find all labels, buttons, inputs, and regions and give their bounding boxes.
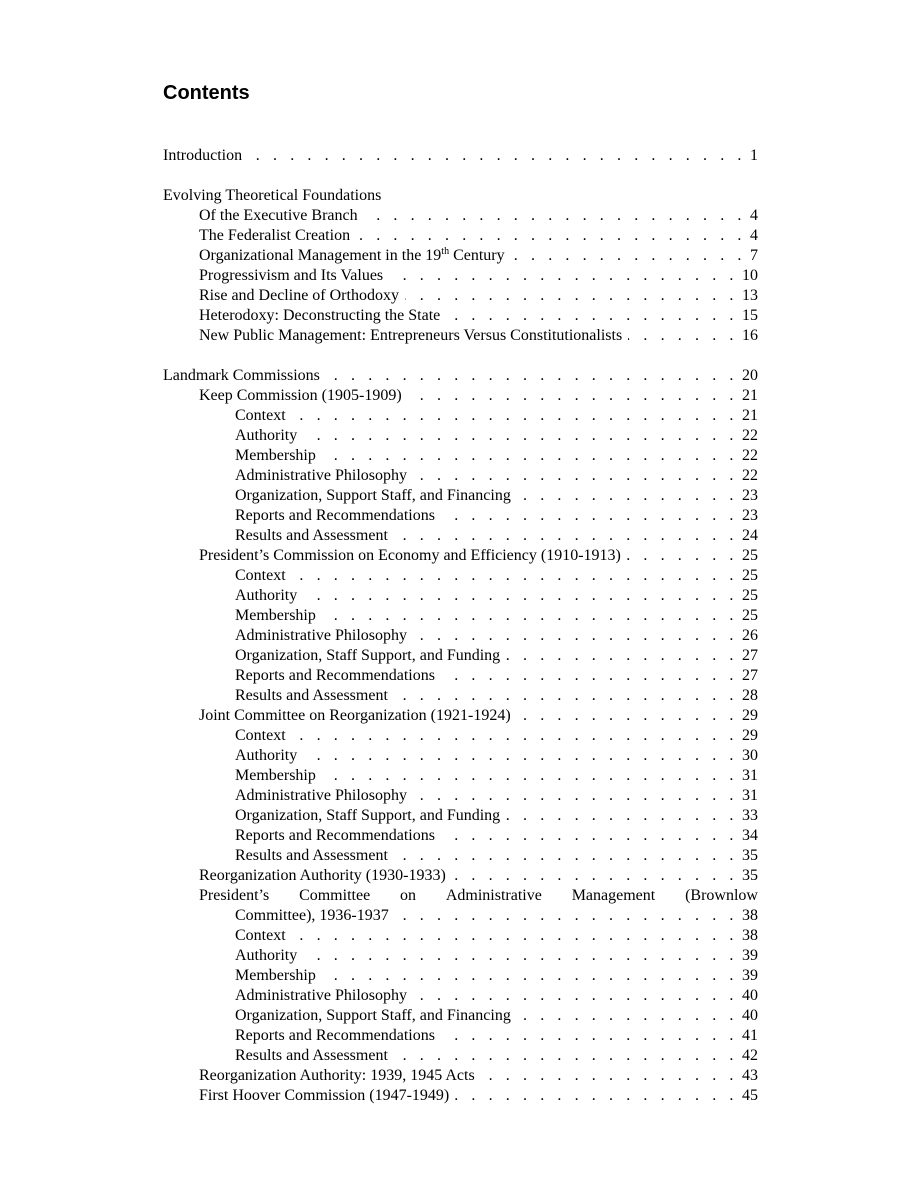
- dot-leader: [394, 686, 738, 706]
- table-of-contents: [163, 146, 758, 1106]
- toc-entry-brownlow-committee[interactable]: President’s Committee on Administrative Management (Brownlow: [199, 887, 758, 904]
- toc-entry[interactable]: Membership . . . 22: [163, 446, 758, 466]
- toc-entry-introduction[interactable]: Introduction . . . 1: [163, 146, 758, 166]
- toc-entry[interactable]: Administrative Philosophy . . . 22: [163, 466, 758, 486]
- dot-leader: [303, 946, 738, 966]
- dot-leader: [441, 826, 738, 846]
- dot-leader: [292, 406, 738, 426]
- dot-leader: [628, 326, 738, 346]
- toc-entry-reorganization-1930[interactable]: Reorganization Authority (1930-1933) . . . 35: [163, 866, 758, 886]
- page-title: Contents: [163, 82, 250, 104]
- toc-entry[interactable]: Reports and Recommendations . . . 23: [163, 506, 758, 526]
- toc-entry[interactable]: Organization, Support Staff, and Financing . . . 23: [163, 486, 758, 506]
- toc-entry[interactable]: The Federalist Creation . . . 4: [163, 226, 758, 246]
- toc-entry[interactable]: Reports and Recommendations . . . 41: [163, 1026, 758, 1046]
- toc-entry[interactable]: Membership . . . 25: [163, 606, 758, 626]
- toc-entry[interactable]: Organization, Support Staff, and Financing . . . 40: [163, 1006, 758, 1026]
- toc-entry[interactable]: Heterodoxy: Deconstructing the State . . . 15: [163, 306, 758, 326]
- dot-leader: [322, 966, 738, 986]
- dot-leader: [441, 506, 738, 526]
- toc-entry-first-hoover-commission[interactable]: First Hoover Commission (1947-1949) . . . 45: [163, 1086, 758, 1106]
- dot-leader: [413, 986, 738, 1006]
- dot-leader: [292, 926, 738, 946]
- dot-leader: [303, 586, 738, 606]
- page-number: 1: [750, 147, 758, 164]
- toc-entry-keep-commission[interactable]: Keep Commission (1905-1909) . . . 21: [163, 386, 758, 406]
- dot-leader: [322, 766, 738, 786]
- toc-entry[interactable]: Administrative Philosophy . . . 26: [163, 626, 758, 646]
- toc-entry[interactable]: Reports and Recommendations . . . 34: [163, 826, 758, 846]
- toc-entry[interactable]: Of the Executive Branch . . . 4: [163, 206, 758, 226]
- dot-leader: [364, 206, 746, 226]
- toc-entry[interactable]: Authority . . . 22: [163, 426, 758, 446]
- toc-entry[interactable]: Results and Assessment . . . 28: [163, 686, 758, 706]
- toc-entry[interactable]: Organization, Staff Support, and Funding . . . 27: [163, 646, 758, 666]
- toc-entry[interactable]: Rise and Decline of Orthodoxy . . . 13: [163, 286, 758, 306]
- dot-leader: [394, 1046, 738, 1066]
- dot-leader: [511, 246, 746, 266]
- dot-leader: [394, 846, 738, 866]
- dot-leader: [394, 526, 738, 546]
- toc-entry-landmark-commissions[interactable]: Landmark Commissions . . . 20: [163, 366, 758, 386]
- toc-entry[interactable]: Reports and Recommendations . . . 27: [163, 666, 758, 686]
- toc-entry[interactable]: Membership . . . 39: [163, 966, 758, 986]
- toc-entry[interactable]: Context . . . 38: [163, 926, 758, 946]
- dot-leader: [446, 306, 738, 326]
- dot-leader: [455, 1086, 738, 1106]
- toc-entry-reorganization-1939[interactable]: Reorganization Authority: 1939, 1945 Acts . . . 43: [163, 1066, 758, 1086]
- toc-entry[interactable]: Membership . . . 31: [163, 766, 758, 786]
- toc-entry[interactable]: Results and Assessment . . . 24: [163, 526, 758, 546]
- toc-entry[interactable]: Context . . . 21: [163, 406, 758, 426]
- dot-leader: [389, 266, 738, 286]
- dot-leader: [356, 226, 746, 246]
- dot-leader: [322, 446, 738, 466]
- dot-leader: [292, 726, 738, 746]
- toc-entry[interactable]: Context . . . 29: [163, 726, 758, 746]
- dot-leader: [395, 906, 738, 926]
- dot-leader: [303, 426, 738, 446]
- toc-entry[interactable]: Organization, Staff Support, and Funding . . . 33: [163, 806, 758, 826]
- dot-leader: [517, 1006, 738, 1026]
- toc-entry[interactable]: Authority . . . 30: [163, 746, 758, 766]
- dot-leader: [292, 566, 738, 586]
- toc-entry[interactable]: Progressivism and Its Values . . . 10: [163, 266, 758, 286]
- dot-leader: [413, 466, 738, 486]
- dot-leader: [517, 486, 738, 506]
- dot-leader: [405, 286, 738, 306]
- dot-leader: [627, 546, 738, 566]
- dot-leader: [506, 806, 738, 826]
- toc-entry-evolving-foundations[interactable]: Evolving Theoretical Foundations: [163, 187, 382, 204]
- toc-entry-presidents-commission[interactable]: President’s Commission on Economy and Efficiency (1910-1913) . . . 25: [163, 546, 758, 566]
- toc-entry[interactable]: Context . . . 25: [163, 566, 758, 586]
- dot-leader: [441, 666, 738, 686]
- dot-leader: [303, 746, 738, 766]
- dot-leader: [517, 706, 738, 726]
- toc-entry[interactable]: Authority . . . 39: [163, 946, 758, 966]
- toc-entry[interactable]: Organizational Management in the 19th Century . . . 7: [163, 246, 758, 266]
- toc-entry[interactable]: Administrative Philosophy . . . 40: [163, 986, 758, 1006]
- toc-entry[interactable]: Results and Assessment . . . 42: [163, 1046, 758, 1066]
- toc-entry-joint-committee[interactable]: Joint Committee on Reorganization (1921-1924) . . . 29: [163, 706, 758, 726]
- toc-entry[interactable]: Results and Assessment . . . 35: [163, 846, 758, 866]
- dot-leader: [506, 646, 738, 666]
- dot-leader: [413, 626, 738, 646]
- dot-leader: [413, 786, 738, 806]
- toc-entry[interactable]: Authority . . . 25: [163, 586, 758, 606]
- dot-leader: [441, 1026, 738, 1046]
- toc-entry[interactable]: New Public Management: Entrepreneurs Versus Constitutionalists . . . 16: [163, 326, 758, 346]
- dot-leader: [248, 146, 746, 166]
- toc-entry[interactable]: Administrative Philosophy . . . 31: [163, 786, 758, 806]
- dot-leader: [452, 866, 738, 886]
- dot-leader: [408, 386, 738, 406]
- dot-leader: [326, 366, 738, 386]
- dot-leader: [322, 606, 738, 626]
- toc-entry-brownlow-continuation[interactable]: Committee), 1936-1937 . . . 38: [163, 906, 758, 926]
- dot-leader: [481, 1066, 738, 1086]
